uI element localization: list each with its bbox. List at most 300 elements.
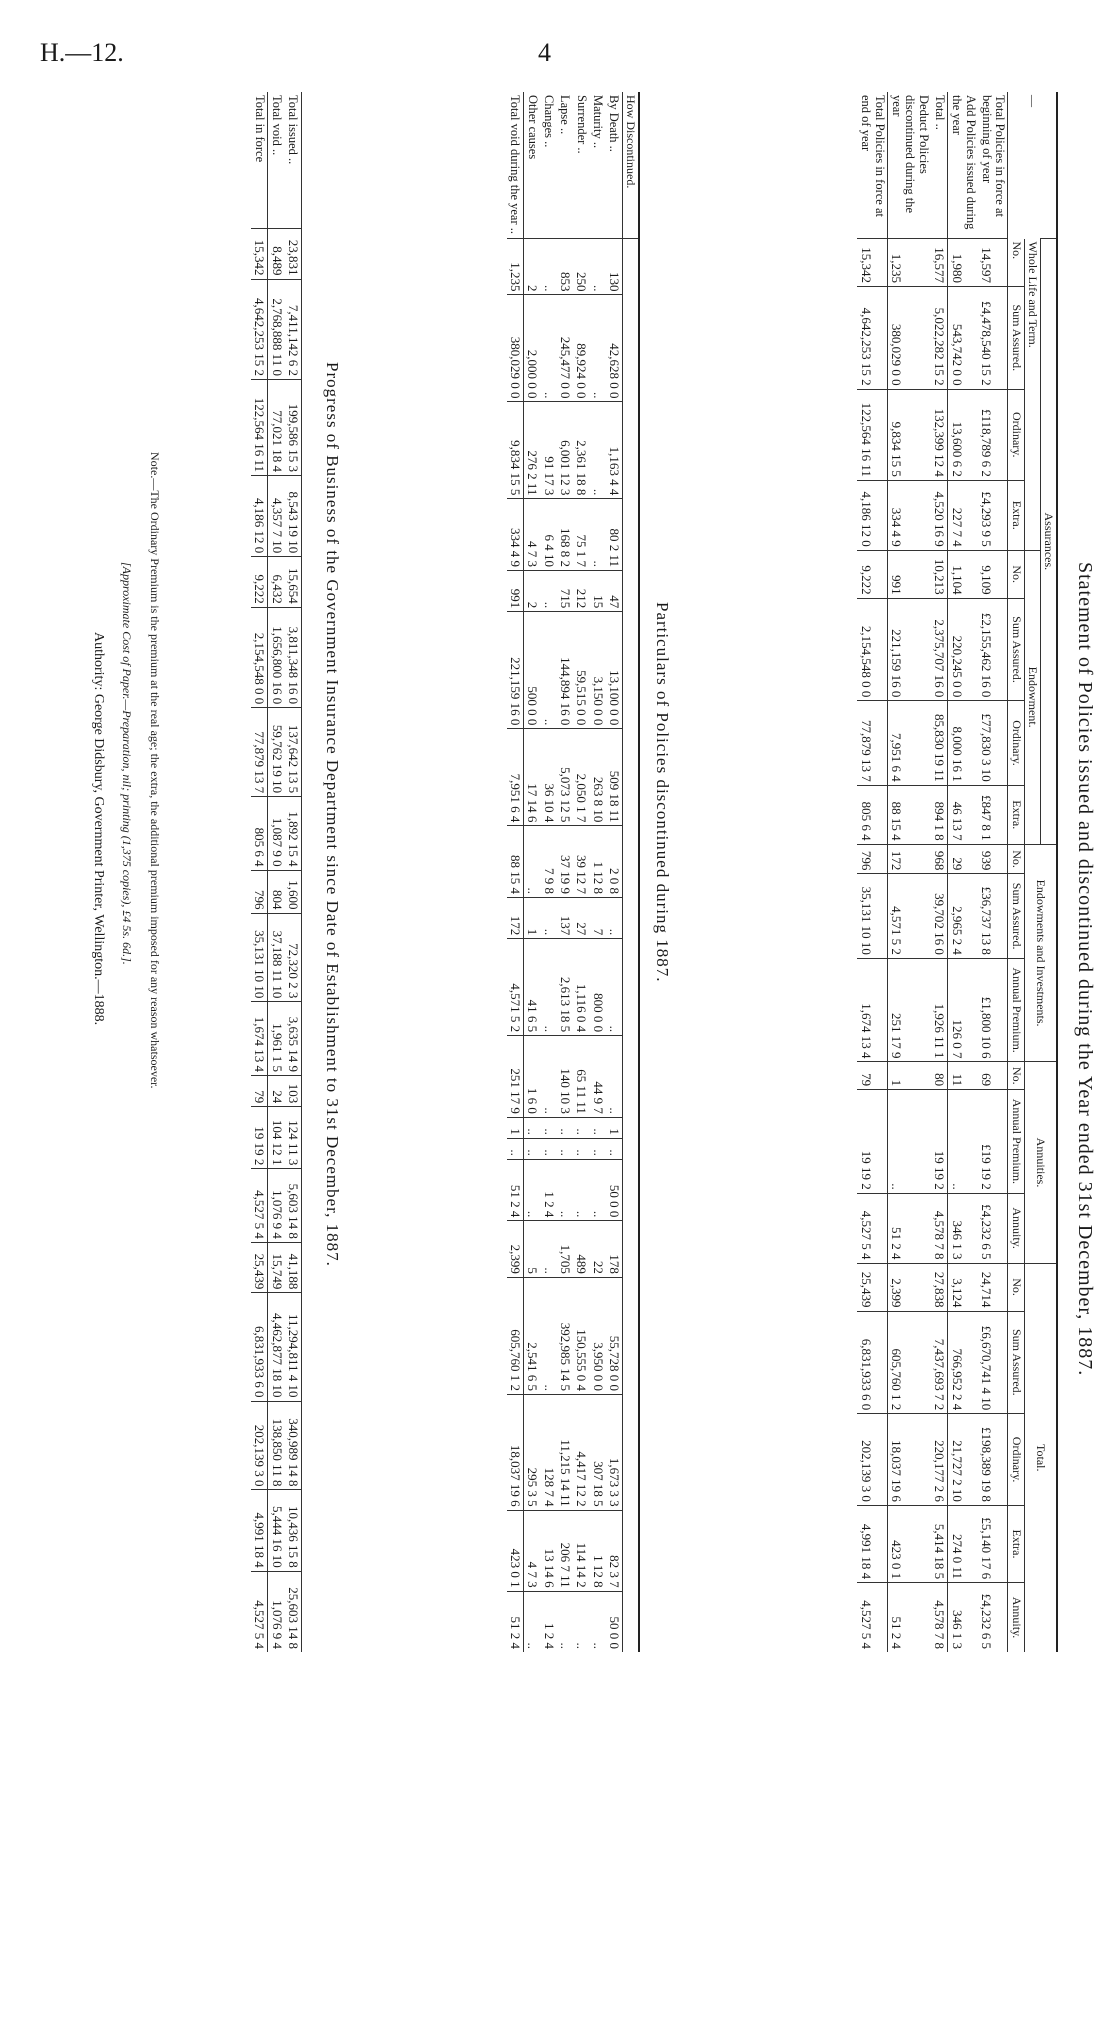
table-cell: 27,838: [931, 1263, 948, 1311]
table-cell: £5,140 17 6: [978, 1505, 1008, 1582]
table-cell: 4,527 5 4: [857, 1193, 887, 1263]
table-cell: ..: [606, 939, 623, 1036]
table-cell: 19 19 2: [857, 1090, 887, 1194]
table-cell: 16,577: [931, 239, 948, 287]
table-cell: 1: [524, 897, 541, 938]
table-cell: 8,543 19 10: [285, 476, 302, 557]
row-label: Total issued ..: [285, 92, 302, 229]
table-cell: 25,439: [857, 1263, 887, 1311]
table-cell: 1,087 9 0: [268, 797, 285, 871]
col-ordinary: Ordinary.: [1008, 1414, 1024, 1506]
table-cell: 1: [887, 1062, 931, 1090]
table-cell: 46 13 7: [948, 785, 978, 844]
table-cell: 274 0 11: [948, 1505, 978, 1582]
table-cell: 4,520 16 9: [931, 480, 948, 550]
table-cell: ..: [948, 1090, 978, 1194]
table-cell: 140 10 3: [557, 1036, 573, 1118]
table-cell: 3,150 0 0: [589, 612, 605, 729]
table-cell: 7: [589, 897, 605, 938]
table-cell: 212: [573, 571, 589, 612]
table-cell: 250: [573, 239, 589, 295]
table-cell: 55,728 0 0: [606, 1277, 623, 1394]
col-ordinary: Ordinary.: [1008, 701, 1024, 785]
table-cell: 132,399 12 4: [931, 389, 948, 480]
table-cell: 1,235: [887, 239, 931, 287]
table-cell: ..: [589, 1138, 605, 1159]
table-cell: ..: [540, 239, 556, 295]
col-extra: Extra.: [1008, 1505, 1024, 1582]
table-cell: 27: [573, 897, 589, 938]
table-cell: 11: [948, 1062, 978, 1090]
table-cell: 392,985 14 5: [557, 1277, 573, 1394]
table-cell: 59,515 0 0: [573, 612, 589, 729]
table-cell: 3,124: [948, 1263, 978, 1311]
table-cell: 6,432: [268, 557, 285, 608]
table-cell: 77,021 18 4: [268, 379, 285, 475]
table-cell: 4,571 5 2: [887, 874, 931, 958]
table-cell: 202,139 3 0: [251, 1401, 268, 1490]
progress-table: [251, 92, 302, 1652]
table-cell: 4 7 3: [524, 499, 541, 571]
table-cell: 9,834 15 5: [887, 389, 931, 480]
table-cell: 766,952 2 4: [948, 1311, 978, 1414]
table-cell: 968: [931, 844, 948, 874]
table-cell: 13 14 6: [540, 1510, 556, 1591]
table-cell: 1,961 1 5: [268, 1002, 285, 1076]
table-cell: ..: [557, 1159, 573, 1221]
table-cell: 51 2 4: [507, 1159, 524, 1221]
table-cell: 251 17 9: [507, 1036, 524, 1118]
table-cell: ..: [606, 1036, 623, 1118]
table-cell: 340,989 14 8: [285, 1401, 302, 1490]
table-cell: 2,399: [887, 1263, 931, 1311]
table-cell: 85,830 19 11: [931, 701, 948, 785]
table-cell: ..: [540, 897, 556, 938]
endowments-header: Endowments and Investments.: [1024, 844, 1057, 1062]
table-row: [948, 92, 978, 1652]
table-cell: 9,109: [978, 550, 1008, 598]
row-label: Deduct Policies discontinued during the year: [889, 95, 932, 214]
col-annuity: Annuity.: [1008, 1583, 1024, 1652]
table-cell: 6,001 12 3: [557, 402, 573, 499]
table-cell: 88 15 4: [507, 826, 524, 898]
table-cell: 9,222: [251, 557, 268, 608]
row-label: Total void ..: [270, 95, 285, 156]
col-sum: Sum Assured.: [1008, 598, 1024, 701]
table-cell: 137,642 13 5: [285, 708, 302, 797]
table-cell: 15,654: [285, 557, 302, 608]
table-cell: 2,000 0 0: [524, 295, 541, 402]
blank-header: —: [1008, 92, 1057, 239]
table-cell: 1,600: [285, 870, 302, 913]
table-cell: ..: [540, 1221, 556, 1277]
table-cell: £4,232 6 5: [978, 1193, 1008, 1263]
table-cell: ..: [540, 612, 556, 729]
table-cell: £1,800 10 6: [978, 958, 1008, 1062]
table-cell: 1: [606, 1117, 623, 1138]
table-cell: 79: [857, 1062, 887, 1090]
table-cell: 69: [978, 1062, 1008, 1090]
table-cell: 251 17 9: [887, 958, 931, 1062]
table-cell: 4,642,253 15 2: [251, 279, 268, 379]
table-cell: 150,555 0 4: [573, 1277, 589, 1394]
table-cell: 4,357 7 10: [268, 476, 285, 557]
table-cell: ..: [540, 295, 556, 402]
table-cell: 3,950 0 0: [589, 1277, 605, 1394]
table-cell: 168 8 2: [557, 499, 573, 571]
table-cell: 2,154,548 0 0: [857, 598, 887, 701]
col-ordinary: Ordinary.: [1008, 389, 1024, 480]
table-cell: ..: [540, 1117, 556, 1138]
table-cell: 1,705: [557, 1221, 573, 1277]
table-cell: 4,571 5 2: [507, 939, 524, 1036]
table-cell: 77,879 13 7: [251, 708, 268, 797]
table-cell: ..: [606, 1138, 623, 1159]
table-cell: £6,670,741 4 10: [978, 1311, 1008, 1414]
row-label: Total in force: [251, 92, 268, 229]
authority-line: Authority: George Didsbury, Government Printer, Wellington.—1888.: [91, 632, 106, 1026]
table-cell: ..: [573, 1591, 589, 1652]
table-cell: 8,489: [268, 229, 285, 280]
table-cell: 1 6 0: [524, 1036, 541, 1118]
table-cell: 51 2 4: [887, 1583, 931, 1652]
table-cell: 13,100 0 0: [606, 612, 623, 729]
col-annual-premium: Annual Premium.: [1008, 958, 1024, 1062]
table-cell: ..: [557, 1591, 573, 1652]
table-cell: 25,439: [251, 1242, 268, 1293]
table-cell: 10,436 15 8: [285, 1490, 302, 1571]
row-label: Add Policies issued during the year: [950, 95, 978, 230]
table-cell: 122,564 16 11: [857, 389, 887, 480]
table-cell: 19 19 2: [931, 1090, 948, 1194]
particulars-table: [507, 92, 640, 1652]
table-cell: 41 6 5: [524, 939, 541, 1036]
table-cell: 22: [589, 1221, 605, 1277]
table-cell: 24: [268, 1075, 285, 1106]
table-cell: ..: [557, 1117, 573, 1138]
table-row: [606, 92, 623, 1652]
table-cell: 138,850 11 8: [268, 1401, 285, 1490]
table-cell: 2,050 1 7: [573, 729, 589, 826]
table-cell: ..: [524, 1117, 541, 1138]
table-cell: 44 9 7: [589, 1036, 605, 1118]
table-cell: ..: [589, 1117, 605, 1138]
table-cell: 128 7 4: [540, 1394, 556, 1510]
table-row: [507, 92, 524, 1652]
table-cell: 1,076 9 4: [268, 1169, 285, 1243]
table-cell: 2,965 2 4: [948, 874, 978, 958]
table-cell: 7,951 6 4: [887, 701, 931, 785]
table-cell: 9,222: [857, 550, 887, 598]
table-cell: 220,177 2 6: [931, 1414, 948, 1506]
table-cell: 8,000 16 1: [948, 701, 978, 785]
table-cell: 346 1 3: [948, 1193, 978, 1263]
table-cell: 50 0 0: [606, 1591, 623, 1652]
table-cell: 82 3 7: [606, 1510, 623, 1591]
table-cell: 4,527 5 4: [251, 1571, 268, 1652]
table-cell: 178: [606, 1221, 623, 1277]
table-cell: 346 1 3: [948, 1583, 978, 1652]
particulars-title: Particulars of Policies discontinued during 1887.: [653, 602, 672, 983]
table-cell: 605,760 1 2: [507, 1277, 524, 1394]
table-cell: 263 8 10: [589, 729, 605, 826]
table-cell: 23,831: [285, 229, 302, 280]
table-cell: 2,399: [507, 1221, 524, 1277]
table-cell: ..: [540, 1138, 556, 1159]
table-cell: £118,789 6 2: [978, 389, 1008, 480]
table-cell: 4,417 12 2: [573, 1394, 589, 1510]
table-cell: 7,951 6 4: [507, 729, 524, 826]
table-cell: 9,834 15 5: [507, 402, 524, 499]
table-cell: £4,478,540 15 2: [978, 286, 1008, 389]
table-cell: 13,600 6 2: [948, 389, 978, 480]
table-cell: 380,029 0 0: [507, 295, 524, 402]
table-cell: 75 1 7: [573, 499, 589, 571]
table-cell: £4,232 6 5: [978, 1583, 1008, 1652]
progress-title: Progress of Business of the Government Insurance Department since Date of Establishment to 31st December, 1887.: [323, 362, 342, 1267]
table-cell: 35,131 10 10: [857, 874, 887, 958]
table-cell: 853: [557, 239, 573, 295]
table-cell: ..: [589, 499, 605, 571]
table-cell: 1,673 3 3: [606, 1394, 623, 1510]
table-cell: 4,578 7 8: [931, 1583, 948, 1652]
table-cell: 543,742 0 0: [948, 286, 978, 389]
table-cell: 103: [285, 1075, 302, 1106]
table-cell: 805 6 4: [857, 785, 887, 844]
report-code: H.—12.: [40, 38, 124, 67]
col-no: No.: [1008, 239, 1024, 287]
table-cell: 1,980: [948, 239, 978, 287]
col-no: No.: [1008, 1263, 1024, 1311]
table-cell: 2: [524, 571, 541, 612]
col-sum: Sum Assured.: [1008, 1311, 1024, 1414]
table-cell: 11,215 14 11: [557, 1394, 573, 1510]
col-annuity: Annuity.: [1008, 1193, 1024, 1263]
statement-table: [857, 92, 1058, 1652]
table-cell: 172: [887, 844, 931, 874]
table-cell: ..: [589, 1591, 605, 1652]
row-label: Total Policies in force at beginning of year: [978, 92, 1008, 239]
table-cell: 199,586 15 3: [285, 379, 302, 475]
row-label: Total Policies in force at end of year: [857, 92, 887, 239]
table-cell: 124 11 3: [285, 1107, 302, 1169]
table-cell: 6,831,933 6 0: [857, 1311, 887, 1414]
table-cell: 59,762 19 10: [268, 708, 285, 797]
table-cell: ..: [573, 1117, 589, 1138]
table-cell: 15,342: [857, 239, 887, 287]
table-cell: 5,603 14 8: [285, 1169, 302, 1243]
table-cell: 1 12 8: [589, 826, 605, 898]
col-no: No.: [1008, 550, 1024, 598]
table-cell: ..: [524, 1591, 541, 1652]
table-row: [857, 92, 887, 1652]
table-cell: ..: [524, 826, 541, 898]
table-cell: 5,414 18 5: [931, 1505, 948, 1582]
table-cell: £2,155,462 16 0: [978, 598, 1008, 701]
table-cell: 51 2 4: [887, 1193, 931, 1263]
col-annual-premium: Annual Premium.: [1008, 1090, 1024, 1194]
ordinary-premium-note: Note.—The Ordinary Premium is the premium at the real age; the extra, the additional premium imposed for any reason whatsoever.: [148, 452, 162, 1089]
table-cell: 805 6 4: [251, 797, 268, 871]
table-cell: 24,714: [978, 1263, 1008, 1311]
table-cell: 89,924 0 0: [573, 295, 589, 402]
table-cell: 7 9 8: [540, 826, 556, 898]
table-cell: ..: [540, 571, 556, 612]
table-cell: 79: [251, 1075, 268, 1106]
page-number: 4: [538, 38, 551, 67]
table-cell: 5,444 16 10: [268, 1490, 285, 1571]
table-cell: 1,163 4 4: [606, 402, 623, 499]
table-cell: 18,037 19 6: [507, 1394, 524, 1510]
table-cell: 206 7 11: [557, 1510, 573, 1591]
whole-life-header: Whole Life and Term.: [1024, 239, 1040, 551]
table-cell: 1,674 13 4: [857, 958, 887, 1062]
annuities-header: Annuities.: [1024, 1062, 1057, 1263]
table-cell: 2,613 18 5: [557, 939, 573, 1036]
table-cell: ..: [507, 1138, 524, 1159]
table-cell: 36 10 4: [540, 729, 556, 826]
col-sum: Sum Assured.: [1008, 286, 1024, 389]
table-cell: 21,727 2 10: [948, 1414, 978, 1506]
table-cell: 17 14 6: [524, 729, 541, 826]
table-cell: 41,188: [285, 1242, 302, 1293]
table-cell: 88 15 4: [887, 785, 931, 844]
table-cell: ..: [557, 1138, 573, 1159]
table-row: [589, 92, 605, 1652]
table-cell: 1,656,800 16 0: [268, 607, 285, 707]
col-no: No.: [1008, 1062, 1024, 1090]
table-cell: 2 0 8: [606, 826, 623, 898]
table-cell: ..: [589, 1159, 605, 1221]
table-cell: ..: [524, 1138, 541, 1159]
row-label: Maturity ..: [590, 95, 605, 149]
table-cell: 3,635 14 9: [285, 1002, 302, 1076]
table-cell: ..: [589, 239, 605, 295]
table-row: [557, 92, 573, 1652]
table-cell: 39 12 7: [573, 826, 589, 898]
table-cell: 35,131 10 10: [251, 913, 268, 1002]
table-cell: 334 4 9: [887, 480, 931, 550]
table-cell: 423 0 1: [507, 1510, 524, 1591]
row-label: Surrender ..: [574, 95, 589, 154]
table-cell: 1,892 15 4: [285, 797, 302, 871]
table-row: [573, 92, 589, 1652]
table-cell: 15: [589, 571, 605, 612]
table-cell: 47: [606, 571, 623, 612]
table-cell: 4 7 3: [524, 1510, 541, 1591]
table-cell: ..: [589, 295, 605, 402]
table-cell: 1,674 13 4: [251, 1002, 268, 1076]
table-cell: 15,342: [251, 229, 268, 280]
table-cell: 605,760 1 2: [887, 1311, 931, 1414]
table-cell: 796: [857, 844, 887, 874]
table-cell: 77,879 13 7: [857, 701, 887, 785]
statement-title: Statement of Policies issued and discontinued during the Year ended 31st December, 1887.: [1074, 562, 1096, 1377]
table-cell: 2: [524, 239, 541, 295]
table-cell: ..: [573, 1138, 589, 1159]
table-cell: 796: [251, 870, 268, 913]
table-cell: 4,527 5 4: [251, 1169, 268, 1243]
row-label: Changes ..: [542, 95, 557, 148]
particulars-body: [507, 92, 623, 1652]
table-cell: 1 12 8: [589, 1510, 605, 1591]
table-cell: 227 7 4: [948, 480, 978, 550]
table-cell: £19 19 2: [978, 1090, 1008, 1194]
table-cell: 1 2 4: [540, 1591, 556, 1652]
table-cell: ..: [524, 1159, 541, 1221]
table-cell: 104 12 1: [268, 1107, 285, 1169]
table-cell: 1: [507, 1117, 524, 1138]
statement-body: [857, 92, 1008, 1652]
table-cell: 489: [573, 1221, 589, 1277]
table-cell: 221,159 16 0: [507, 612, 524, 729]
table-cell: 2,541 6 5: [524, 1277, 541, 1394]
table-cell: £4,293 9 5: [978, 480, 1008, 550]
table-cell: 423 0 1: [887, 1505, 931, 1582]
table-cell: 221,159 16 0: [887, 598, 931, 701]
table-cell: 380,029 0 0: [887, 286, 931, 389]
table-cell: 39,702 16 0: [931, 874, 948, 958]
table-cell: 50 0 0: [606, 1159, 623, 1221]
endowment-header: Endowment.: [1024, 550, 1040, 844]
table-cell: 130: [606, 239, 623, 295]
table-cell: 1 2 4: [540, 1159, 556, 1221]
table-cell: 15,749: [268, 1242, 285, 1293]
table-cell: 715: [557, 571, 573, 612]
assurances-header: Assurances.: [1040, 239, 1057, 845]
table-cell: 80: [931, 1062, 948, 1090]
table-cell: 172: [507, 897, 524, 938]
progress-body: [251, 92, 301, 1652]
table-cell: 4,527 5 4: [857, 1583, 887, 1652]
table-cell: 144,894 16 0: [557, 612, 573, 729]
table-cell: 276 2 11: [524, 402, 541, 499]
row-label: Total void during the year ..: [507, 92, 524, 239]
table-cell: 18,037 19 6: [887, 1414, 931, 1506]
table-row: [978, 92, 1008, 1652]
table-cell: 4,991 18 4: [857, 1505, 887, 1582]
table-cell: 202,139 3 0: [857, 1414, 887, 1506]
table-cell: 37,188 11 10: [268, 913, 285, 1002]
table-cell: ..: [540, 939, 556, 1036]
table-cell: 939: [978, 844, 1008, 874]
row-label: Total ..: [931, 92, 948, 239]
table-cell: 137: [557, 897, 573, 938]
table-cell: 800 0 0: [589, 939, 605, 1036]
table-cell: 122,564 16 11: [251, 379, 268, 475]
table-row: [931, 92, 948, 1652]
table-cell: 245,477 0 0: [557, 295, 573, 402]
row-label: By Death ..: [606, 92, 623, 239]
table-cell: ..: [573, 1159, 589, 1221]
col-no: No.: [1008, 844, 1024, 874]
table-cell: ..: [606, 897, 623, 938]
table-cell: 991: [887, 550, 931, 598]
row-label: Other causes: [525, 95, 540, 160]
table-cell: 11,294,811 4 10: [285, 1293, 302, 1401]
table-cell: 2,361 18 8: [573, 402, 589, 499]
table-cell: 334 4 9: [507, 499, 524, 571]
table-cell: 4,186 12 0: [251, 476, 268, 557]
table-cell: 4,578 7 8: [931, 1193, 948, 1263]
table-cell: 1,076 9 4: [268, 1571, 285, 1652]
table-row: [285, 92, 302, 1652]
col-extra: Extra.: [1008, 785, 1024, 844]
table-cell: 1,235: [507, 239, 524, 295]
table-cell: 2,154,548 0 0: [251, 607, 268, 707]
table-cell: 1,926 11 1: [931, 958, 948, 1062]
table-cell: 7,437,693 7 2: [931, 1311, 948, 1414]
